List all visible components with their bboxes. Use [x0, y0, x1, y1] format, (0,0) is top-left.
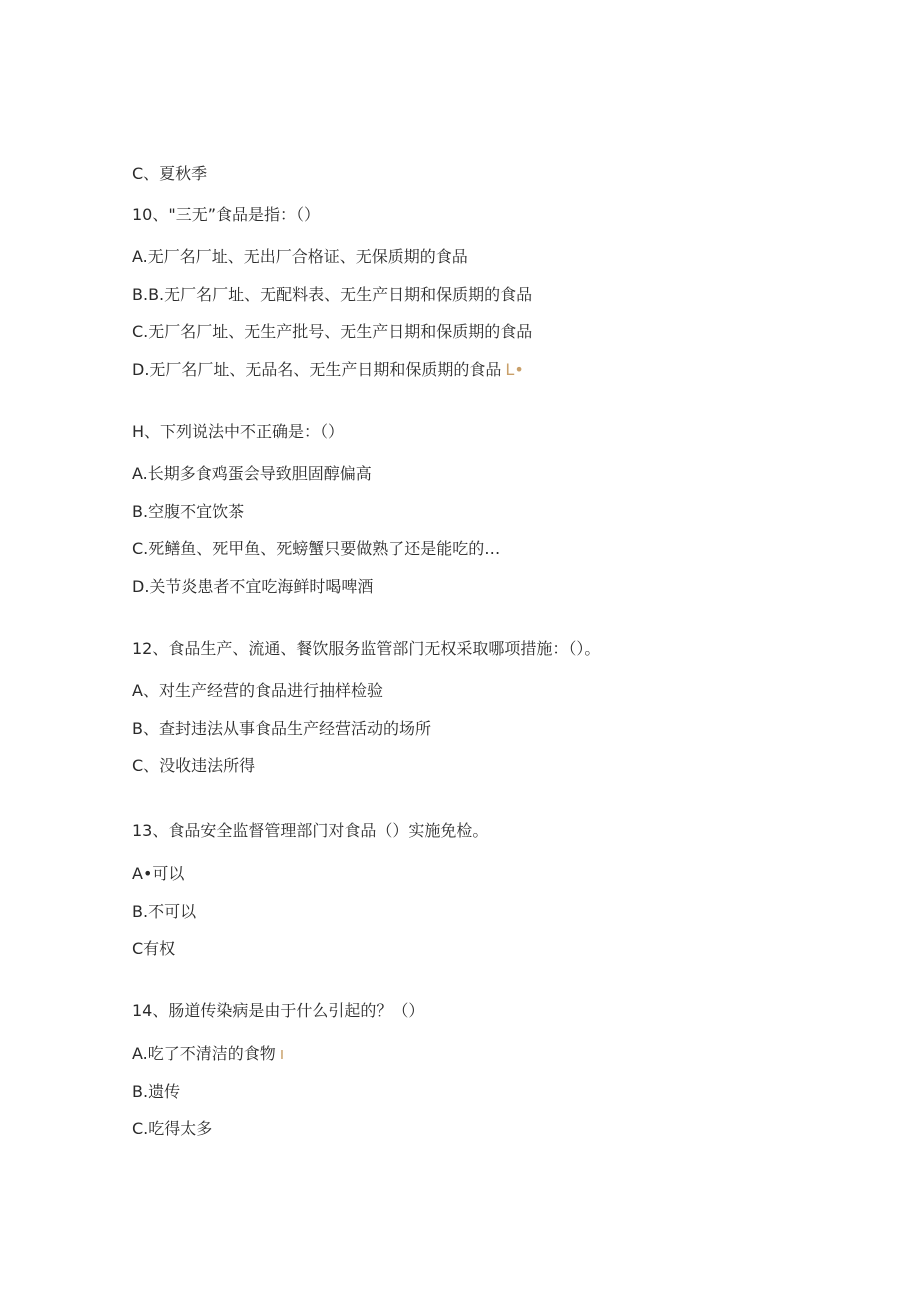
option-line: B.不可以 [132, 902, 197, 921]
question-10: 10、"三无”食品是指：（） [132, 205, 321, 224]
question-12: 12、食品生产、流通、餐饮服务监管部门无权采取哪项措施：（）。 [132, 639, 601, 658]
option-line: A.吃了不清洁的食物 ı [132, 1044, 285, 1063]
option-line: C.死鳝鱼、死甲鱼、死螃蟹只要做熟了还是能吃的… [132, 539, 501, 558]
option-line: C、夏秋季 [132, 164, 208, 183]
option-line: B、查封违法从事食品生产经营活动的场所 [132, 719, 431, 738]
option-line: B.遗传 [132, 1082, 181, 1101]
option-line: D.无厂名厂址、无品名、无生产日期和保质期的食品 L• [132, 360, 524, 379]
scan-mark: ı [279, 1044, 285, 1063]
question-h: H、下列说法中不正确是：（） [132, 422, 345, 441]
option-line: C有权 [132, 939, 176, 958]
option-line: C.无厂名厂址、无生产批号、无生产日期和保质期的食品 [132, 322, 533, 341]
option-line: C、没收违法所得 [132, 756, 256, 775]
option-line: D.关节炎患者不宜吃海鲜时喝啤酒 [132, 577, 374, 596]
question-14: 14、肠道传染病是由于什么引起的？（） [132, 1001, 425, 1020]
option-line: A•可以 [132, 864, 185, 883]
question-13: 13、食品安全监督管理部门对食品（）实施免检。 [132, 821, 489, 840]
option-line: A.无厂名厂址、无出厂合格证、无保质期的食品 [132, 247, 468, 266]
option-line: B.B.无厂名厂址、无配料表、无生产日期和保质期的食品 [132, 285, 533, 304]
scan-mark: L• [505, 360, 524, 379]
option-line: A、对生产经营的食品进行抽样检验 [132, 681, 383, 700]
option-line: B.空腹不宜饮茶 [132, 502, 245, 521]
option-line: A.长期多食鸡蛋会导致胆固醇偏高 [132, 464, 372, 483]
option-line: C.吃得太多 [132, 1119, 213, 1138]
